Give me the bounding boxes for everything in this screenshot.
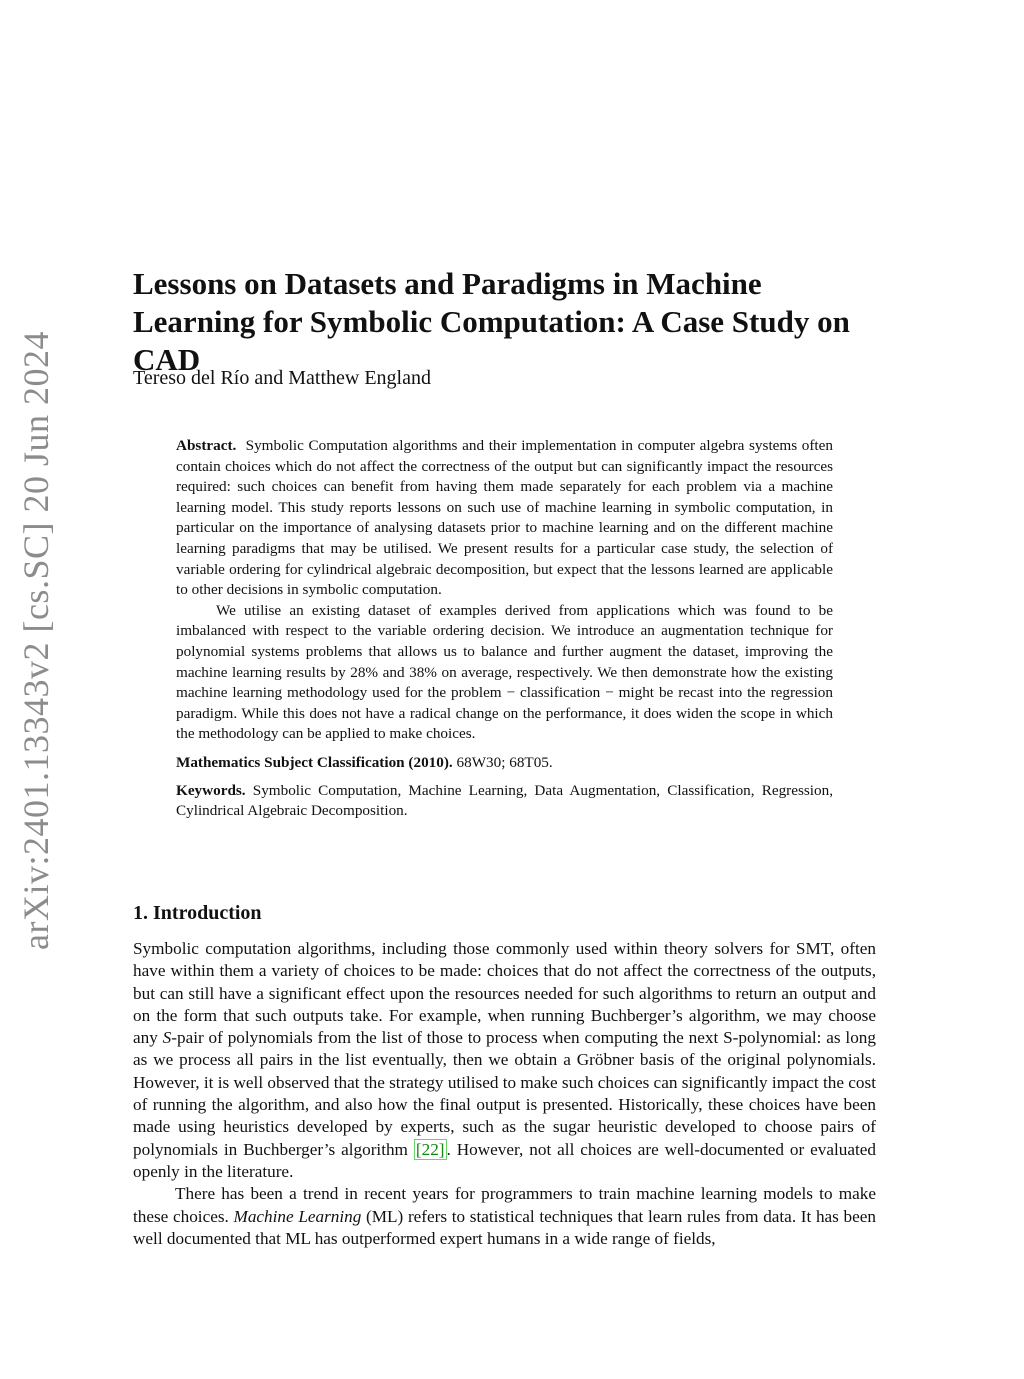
arxiv-identifier: arXiv:2401.13343v2 [cs.SC] 20 Jun 2024: [16, 331, 56, 950]
intro-p1-text-a: Symbolic computation algorithms, including those commonly used within theory solvers for SMT, often have within them a variety of choices to be made: choices that do not affect the correctness of the outputs, but can still have a significant effect upon the resources needed for such algorithms to return an output and on the form that such outputs take. For example, when running Buchberger’s algorithm, we may choose any: [133, 939, 876, 1048]
keywords-label: Keywords.: [176, 781, 246, 799]
keywords-value: Symbolic Computation, Machine Learning, Data Augmentation, Classification, Regression, Cylindrical Algebraic Decomposition.: [176, 781, 834, 820]
introduction-body: [133, 938, 876, 1250]
msc-line: [176, 753, 833, 774]
keywords-line: [176, 781, 833, 822]
paper-authors: Tereso del Río and Matthew England: [133, 367, 431, 389]
math-s: S: [162, 1028, 172, 1048]
msc-label: Mathematics Subject Classification (2010).: [176, 753, 453, 771]
intro-paragraph-1: [133, 938, 876, 1183]
abstract: [176, 436, 833, 822]
intro-paragraph-2: [133, 1183, 876, 1250]
intro-p1-text-c: . However, not all choices are well-documented or evaluated openly in the literature.: [133, 1139, 876, 1181]
citation-link[interactable]: [22]: [415, 1139, 445, 1159]
intro-p2-emphasis: Machine Learning: [233, 1206, 362, 1226]
abstract-paragraph-1: [176, 436, 833, 601]
section-heading-introduction: 1. Introduction: [133, 902, 262, 924]
intro-p1-text-b: -pair of polynomials from the list of those to process when computing the next S-polynomial: as long as we process all pairs in the list eventually, then we obtain a Gröbner basis of the original polynomials. However, it is well observed that the strategy utilised to make such choices can significantly impact the cost of running the algorithm, and also how the final output is presented. Historically, these choices have been made using heuristics developed by experts, such as the sugar heuristic developed to choose pairs of polynomials in Buchberger’s algorithm: [133, 1028, 876, 1159]
abstract-paragraph-2: We utilise an existing dataset of examples derived from applications which was found to be imbalanced with respect to the variable ordering decision. We introduce an augmentation technique for polynomial systems problems that allows us to balance and further augment the dataset, improving the machine learning results by 28% and 38% on average, respectively. We then demonstrate how the existing machine learning methodology used for the problem − classification − might be recast into the regression paradigm. While this does not have a radical change on the performance, it does widen the scope in which the methodology can be applied to make choices.: [176, 601, 833, 743]
paper-title: Lessons on Datasets and Paradigms in Machine Learning for Symbolic Computation: A Case Study on CAD: [133, 266, 850, 377]
intro-p2-text-a: There has been a trend in recent years for programmers to train machine learning models to make these choices.: [133, 1184, 876, 1226]
msc-value: 68W30; 68T05.: [456, 753, 553, 771]
abstract-text-1: Symbolic Computation algorithms and their implementation in computer algebra systems often contain choices which do not affect the correctness of the output but can significantly impact the resources required: such choices can benefit from having them made separately for each problem via a machine learning model. This study reports lessons on such use of machine learning in symbolic computation, in particular on the importance of analysing datasets prior to machine learning and on the different machine learning paradigms that may be utilised. We present results for a particular case study, the selection of variable ordering for cylindrical algebraic decomposition, but expect that the lessons learned are applicable to other decisions in symbolic computation.: [176, 437, 833, 599]
abstract-label: Abstract.: [176, 437, 237, 454]
intro-p2-text-b: (ML) refers to statistical techniques that learn rules from data. It has been well documented that ML has outperformed expert humans in a wide range of fields,: [133, 1206, 876, 1248]
